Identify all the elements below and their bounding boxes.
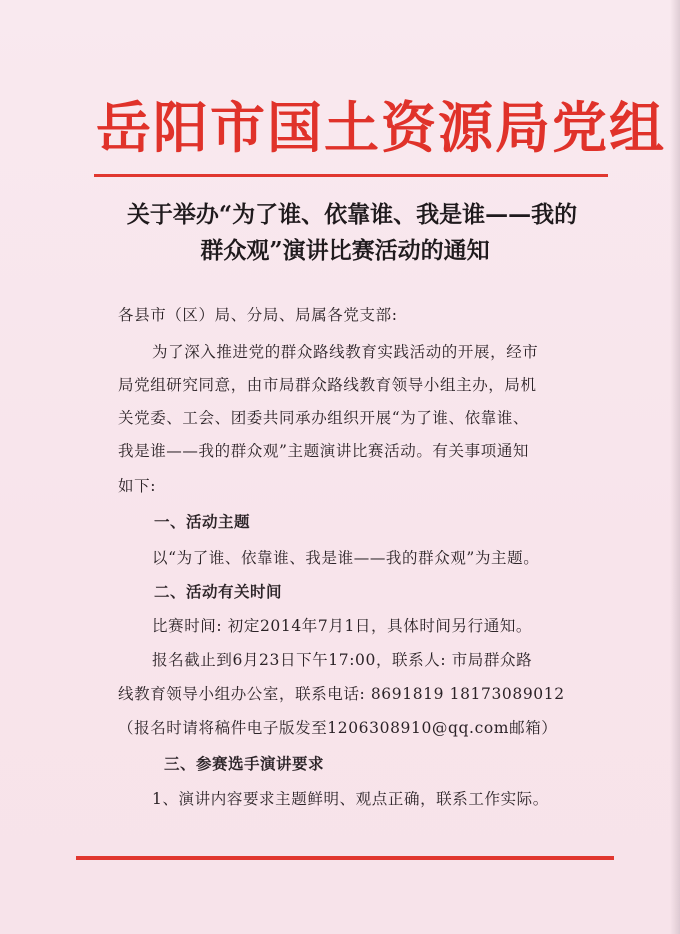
notice-title-line-1: 关于举办“为了谁、依靠谁、我是谁——我的 <box>126 201 578 228</box>
intro-line-1: 为了深入推进党的群众路线教育实践活动的开展，经市 <box>152 343 539 361</box>
section-2-line-3: 线教育领导小组办公室，联系电话: 8691819 18173089012 <box>118 685 565 703</box>
section-2-heading: 二、活动有关时间 <box>154 583 283 601</box>
intro-line-2: 局党组研究同意，由市局群众路线教育领导小组主办，局机 <box>118 376 537 394</box>
intro-line-4: 我是谁——我的群众观”主题演讲比赛活动。有关事项通知 <box>118 442 530 460</box>
salutation: 各县市（区）局、分局、局属各党支部: <box>118 306 398 324</box>
page-edge-shadow <box>670 0 680 934</box>
section-2-line-1: 比赛时间: 初定2014年7月1日，具体时间另行通知。 <box>152 617 533 635</box>
section-2-line-4: （报名时请将稿件电子版发至1206308910@qq.com邮箱） <box>118 719 558 737</box>
intro-line-5: 如下: <box>118 477 157 495</box>
section-1-text: 以“为了谁、依靠谁、我是谁——我的群众观”为主题。 <box>152 549 540 567</box>
issuing-organization-header: 岳阳市国土资源局党组 <box>96 95 667 160</box>
section-3-heading: 三、参赛选手演讲要求 <box>164 755 325 773</box>
section-2-line-2: 报名截止到6月23日下午17:00，联系人: 市局群众路 <box>152 651 533 669</box>
intro-line-3: 关党委、工会、团委共同承办组织开展“为了谁、依靠谁、 <box>118 409 530 427</box>
red-footer-rule <box>76 856 614 860</box>
notice-title-line-2: 群众观”演讲比赛活动的通知 <box>200 237 490 264</box>
section-1-heading: 一、活动主题 <box>154 513 251 531</box>
red-header-rule <box>94 174 608 177</box>
section-3-item-1: 1、演讲内容要求主题鲜明、观点正确，联系工作实际。 <box>152 790 549 808</box>
